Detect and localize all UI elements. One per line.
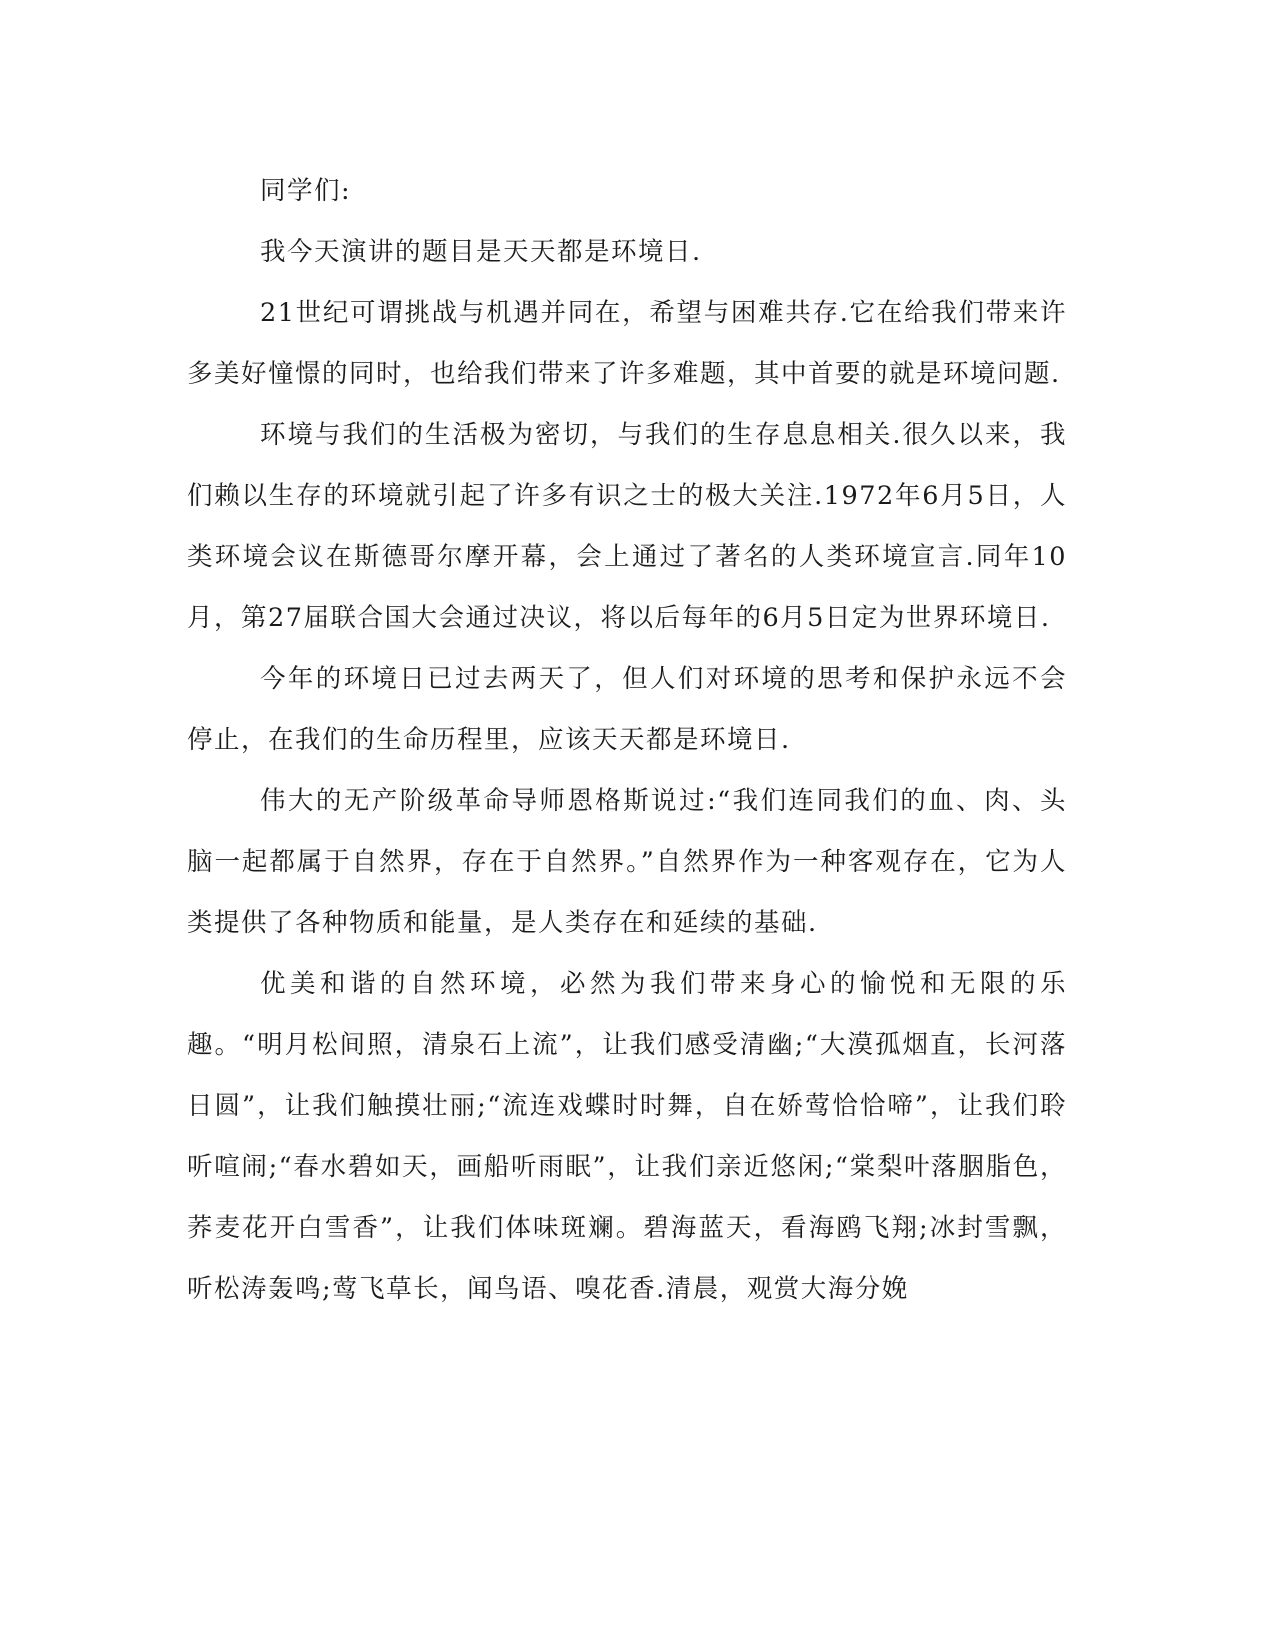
- paragraph-engels-quote: 伟大的无产阶级革命导师恩格斯说过:“我们连同我们的血、肉、头脑一起都属于自然界，存在于自然界。”自然界作为一种客观存在，它为人类提供了各种物质和能量，是人类存在和延续的基础.: [187, 786, 1067, 938]
- paragraph-every-day: 今年的环境日已过去两天了，但人们对环境的思考和保护永远不会停止，在我们的生命历程里，应该天天都是环境日.: [187, 664, 1067, 755]
- paragraph-topic: 我今天演讲的题目是天天都是环境日.: [260, 237, 702, 267]
- paragraph-harmonious-nature: 优美和谐的自然环境，必然为我们带来身心的愉悦和无限的乐趣。“明月松间照，清泉石上流”，让我们感受清幽;“大漠孤烟直，长河落日圆”，让我们触摸壮丽;“流连戏蝶时时舞，自在娇莺恰恰啼”，让我们聆听喧闹;“春水碧如天，画船听雨眠”，让我们亲近悠闲;“棠梨叶落胭脂色，荞麦花开白雪香”，让我们体味斑斓。碧海蓝天，看海鸥飞翔;冰封雪飘，听松涛轰鸣;莺飞草长，闻鸟语、嗅花香.清晨，观赏大海分娩: [187, 969, 1067, 1304]
- paragraph-greeting: 同学们:: [260, 176, 352, 206]
- speech-text: [187, 161, 1067, 1320]
- paragraph-21st-century: 21世纪可谓挑战与机遇并同在，希望与困难共存.它在给我们带来许多美好憧憬的同时，也给我们带来了许多难题，其中首要的就是环境问题.: [187, 298, 1067, 389]
- paragraph-environment-day-history: 环境与我们的生活极为密切，与我们的生存息息相关.很久以来，我们赖以生存的环境就引起了许多有识之士的极大关注.1972年6月5日，人类环境会议在斯德哥尔摩开幕，会上通过了著名的人类环境宣言.同年10月，第27届联合国大会通过决议，将以后每年的6月5日定为世界环境日.: [187, 420, 1067, 633]
